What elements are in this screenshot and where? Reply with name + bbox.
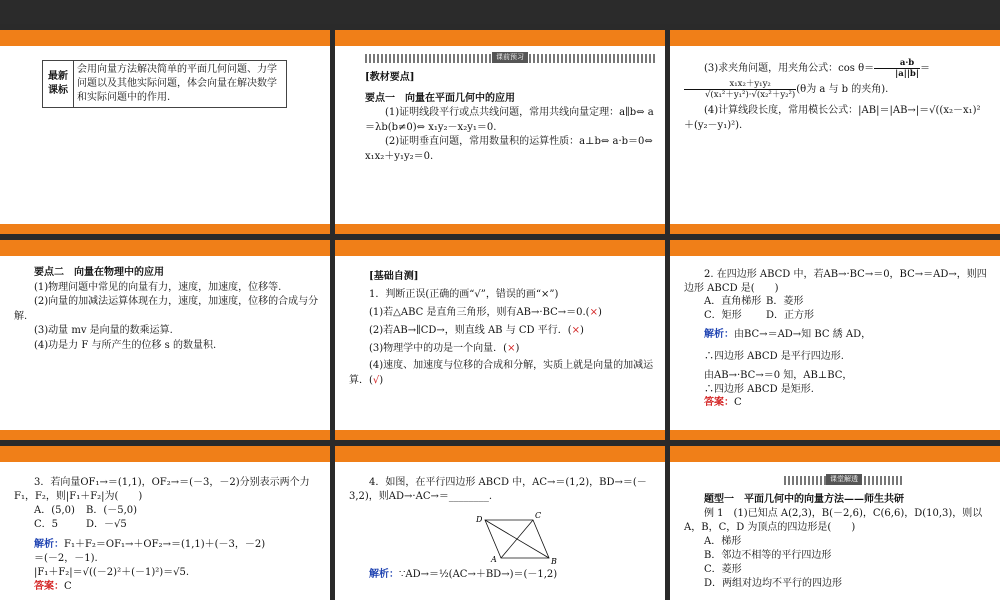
slide-content <box>10 54 320 108</box>
solution-label: 解析： <box>369 569 399 580</box>
option-b: B．菱形 <box>766 296 804 307</box>
solution-line-3: |F₁＋F₂|＝√((－2)²＋(－1)²)＝√5. <box>34 567 190 578</box>
judge-item-4-close: ) <box>379 375 384 386</box>
point-line-2: (2)向量的加减法运算体现在力，速度，加速度，位移的合成与分解. <box>14 296 319 322</box>
angle-fraction-1 <box>874 58 920 79</box>
solution-line-1 <box>14 538 320 552</box>
options-row-1 <box>684 295 990 309</box>
slide-footer-bar <box>335 430 665 440</box>
type-title: 题型一 平面几何中的向量方法——师生共研 <box>704 494 904 505</box>
slide-9[interactable] <box>670 446 1000 600</box>
formula-line-2: (4)计算线段长度，常用模长公式：|AB|＝|AB→|＝√((x₂－x₁)²＋(y₂－y₁)²). <box>684 105 981 131</box>
diagonal-bd <box>485 520 549 558</box>
option-a: A．直角梯形 <box>704 296 762 307</box>
slide-header-bar <box>335 240 665 256</box>
answer-label: 答案： <box>704 397 734 408</box>
slide-content <box>684 268 990 410</box>
formula-line-1-post: (θ为 a 与 b 的夹角). <box>796 84 889 95</box>
slide-4[interactable] <box>0 240 330 440</box>
curriculum-label: 最新课标 <box>43 61 74 108</box>
slide-8[interactable] <box>335 446 665 600</box>
answer-label: 答案： <box>34 581 64 592</box>
slide-content <box>349 268 655 388</box>
judge-item-1-close: ) <box>597 307 602 318</box>
question-1: 1．判断正误(正确的画“√”，错误的画“×”) <box>369 289 559 300</box>
frac2-numerator: x₁x₂＋y₁y₂ <box>684 79 796 90</box>
question-4: 4．如图，在平行四边形 ABCD 中，AC→＝(1,2)，BD→＝(－3,2)，则AD→·AC→＝________. <box>349 477 647 502</box>
option-c: C．矩形 <box>704 309 742 321</box>
slide-5[interactable] <box>335 240 665 440</box>
point-line-1: (1)物理问题中常见的向量有力，速度，加速度，位移等. <box>34 281 282 293</box>
options-row-1 <box>14 504 320 518</box>
answer-value: C <box>64 581 72 592</box>
slide-header-bar <box>335 30 665 46</box>
option-c: C．菱形 <box>704 564 742 575</box>
option-a: A．(5,0) <box>34 505 75 516</box>
slide-1[interactable] <box>0 30 330 234</box>
option-a: A．梯形 <box>704 536 742 547</box>
judge-answer-4: √ <box>372 375 380 386</box>
point-title: 要点一 向量在平面几何中的应用 <box>365 92 515 104</box>
slide-content <box>14 476 320 594</box>
judge-answer-3: × <box>507 343 516 354</box>
solution-text-1: F₁＋F₂＝OF₁→＋OF₂→＝(1,1)＋(－3，－2) <box>64 539 266 550</box>
answer-value: C <box>734 397 742 408</box>
slide-3[interactable] <box>670 30 1000 234</box>
judge-item-1-text: (1)若△ABC 是直角三角形，则有AB→·BC→＝0.( <box>369 307 590 318</box>
answer-line <box>684 396 990 410</box>
solution-line-1 <box>349 568 655 582</box>
point-line-1: (1)证明线段平行或点共线问题，常用共线向量定理：a∥b⇔ a＝λb(b≠0)⇔ x₁y₂－x₂y₁＝0. <box>365 107 654 133</box>
slide-footer-bar <box>670 430 1000 440</box>
solution-text-1: ∵AD→＝½(AC→＋BD→)＝(－1,2) <box>399 569 558 580</box>
judge-answer-1: × <box>589 307 598 318</box>
judge-item-4 <box>349 358 655 388</box>
vertex-label-d: D <box>476 515 483 524</box>
frac1-denominator: |a||b| <box>895 69 919 79</box>
formula-line-1 <box>684 58 990 100</box>
slide-footer-bar <box>335 224 665 234</box>
slide-footer-bar <box>0 224 330 234</box>
vertex-label-b: B <box>551 557 557 566</box>
options-row-2 <box>14 518 320 532</box>
slide-footer-bar <box>0 430 330 440</box>
solution-line-4: ∴四边形 ABCD 是矩形. <box>704 383 814 395</box>
answer-line <box>14 580 320 594</box>
section-band <box>784 476 904 485</box>
vertex-label-a: A <box>491 555 497 564</box>
slide-2[interactable] <box>335 30 665 234</box>
parallelogram-diagram <box>467 508 567 566</box>
slide-header-bar <box>670 446 1000 462</box>
option-b: B．邻边不相等的平行四边形 <box>704 550 832 561</box>
judge-item-3-text: (3)物理学中的功是一个向量．( <box>369 343 508 354</box>
question-3: 3．若向量OF₁→＝(1,1)，OF₂→＝(－3，－2)分别表示两个力 F₁，F₂，则|F₁＋F₂|为( ) <box>14 477 310 502</box>
solution-text-1: 由BC→＝AD→知 BC 綉 AD， <box>734 329 872 340</box>
angle-fraction-2 <box>684 79 796 100</box>
judge-item-1 <box>349 304 655 322</box>
point-title: 要点二 向量在物理中的应用 <box>34 267 164 278</box>
slide-header-bar <box>670 240 1000 256</box>
option-d: D．－√5 <box>86 519 127 530</box>
judge-item-3-close: ) <box>515 343 520 354</box>
example-1: 例 1 (1)已知点 A(2,3)，B(－2,6)，C(6,6)，D(10,3)，则以 A，B，C，D 为顶点的四边形是( ) <box>684 508 983 533</box>
section-heading: [教材要点] <box>365 72 415 83</box>
option-d: D．两组对边均不平行的四边形 <box>704 578 843 589</box>
solution-label: 解析： <box>34 539 64 550</box>
option-d: D．正方形 <box>766 309 815 321</box>
curriculum-text: 会用向量方法解决简单的平面几何问题、力学问题以及其他实际问题，体会向量在解决数学和实际问题中的作用. <box>74 61 287 108</box>
question-2: 2. 在四边形 ABCD 中，若AB→·BC→＝0，BC→＝AD→，则四边形 ABCD 是( ) <box>684 269 987 294</box>
point-line-4: (4)功是力 F 与所产生的位移 s 的数量积. <box>34 339 217 351</box>
solution-line-1 <box>684 328 990 342</box>
slide-6[interactable] <box>670 240 1000 440</box>
option-c: C．5 <box>34 519 59 530</box>
slide-content <box>365 54 655 164</box>
options-row-2 <box>684 309 990 323</box>
slide-header-bar <box>0 240 330 256</box>
formula-line-1-pre: (3)求夹角问题，用夹角公式：cos θ＝ <box>704 63 875 74</box>
slide-7[interactable] <box>0 446 330 600</box>
solution-line-2: ∴四边形 ABCD 是平行四边形. <box>704 350 844 362</box>
top-toolbar <box>0 0 1000 24</box>
equals-sign: ＝ <box>919 63 930 74</box>
option-b: B．(－5,0) <box>86 505 138 516</box>
judge-item-2-text: (2)若AB→∥CD→，则直线 AB 与 CD 平行．( <box>369 325 572 336</box>
section-band <box>365 54 655 63</box>
solution-line-3: 由AB→·BC→＝0 知，AB⊥BC， <box>704 370 853 381</box>
solution-line-2: ＝(－2，－1). <box>34 553 98 564</box>
frac2-denominator: √(x₁²＋y₁²)·√(x₂²＋y₂²) <box>705 90 796 100</box>
curriculum-table <box>42 60 287 108</box>
judge-item-3 <box>349 340 655 358</box>
slide-content <box>14 266 320 353</box>
judge-item-4-text: (4)速度、加速度与位移的合成和分解，实质上就是向量的加减运算．( <box>349 360 654 386</box>
slide-header-bar <box>0 30 330 46</box>
slide-content <box>684 476 990 591</box>
frac1-numerator: a·b <box>874 58 920 69</box>
solution-label: 解析： <box>704 329 734 340</box>
slide-header-bar <box>0 446 330 462</box>
point-line-3: (3)动量 mv 是向量的数乘运算. <box>34 325 173 336</box>
slide-content <box>349 476 655 582</box>
point-line-2: (2)证明垂直问题，常用数量积的运算性质：a⊥b⇔ a·b＝0⇔ x₁x₂＋y₁y₂＝0. <box>365 136 653 162</box>
vertex-label-c: C <box>535 511 542 520</box>
slide-header-bar <box>670 30 1000 46</box>
judge-item-2 <box>349 322 655 340</box>
slide-footer-bar <box>670 224 1000 234</box>
section-band-label: 课堂解透 <box>826 474 862 485</box>
section-band-label: 课前预习 <box>492 52 528 63</box>
judge-answer-2: × <box>571 325 581 336</box>
judge-item-2-close: ) <box>580 325 584 336</box>
slide-header-bar <box>335 446 665 462</box>
slide-content <box>684 58 990 133</box>
section-heading: [基础自测] <box>369 271 419 282</box>
